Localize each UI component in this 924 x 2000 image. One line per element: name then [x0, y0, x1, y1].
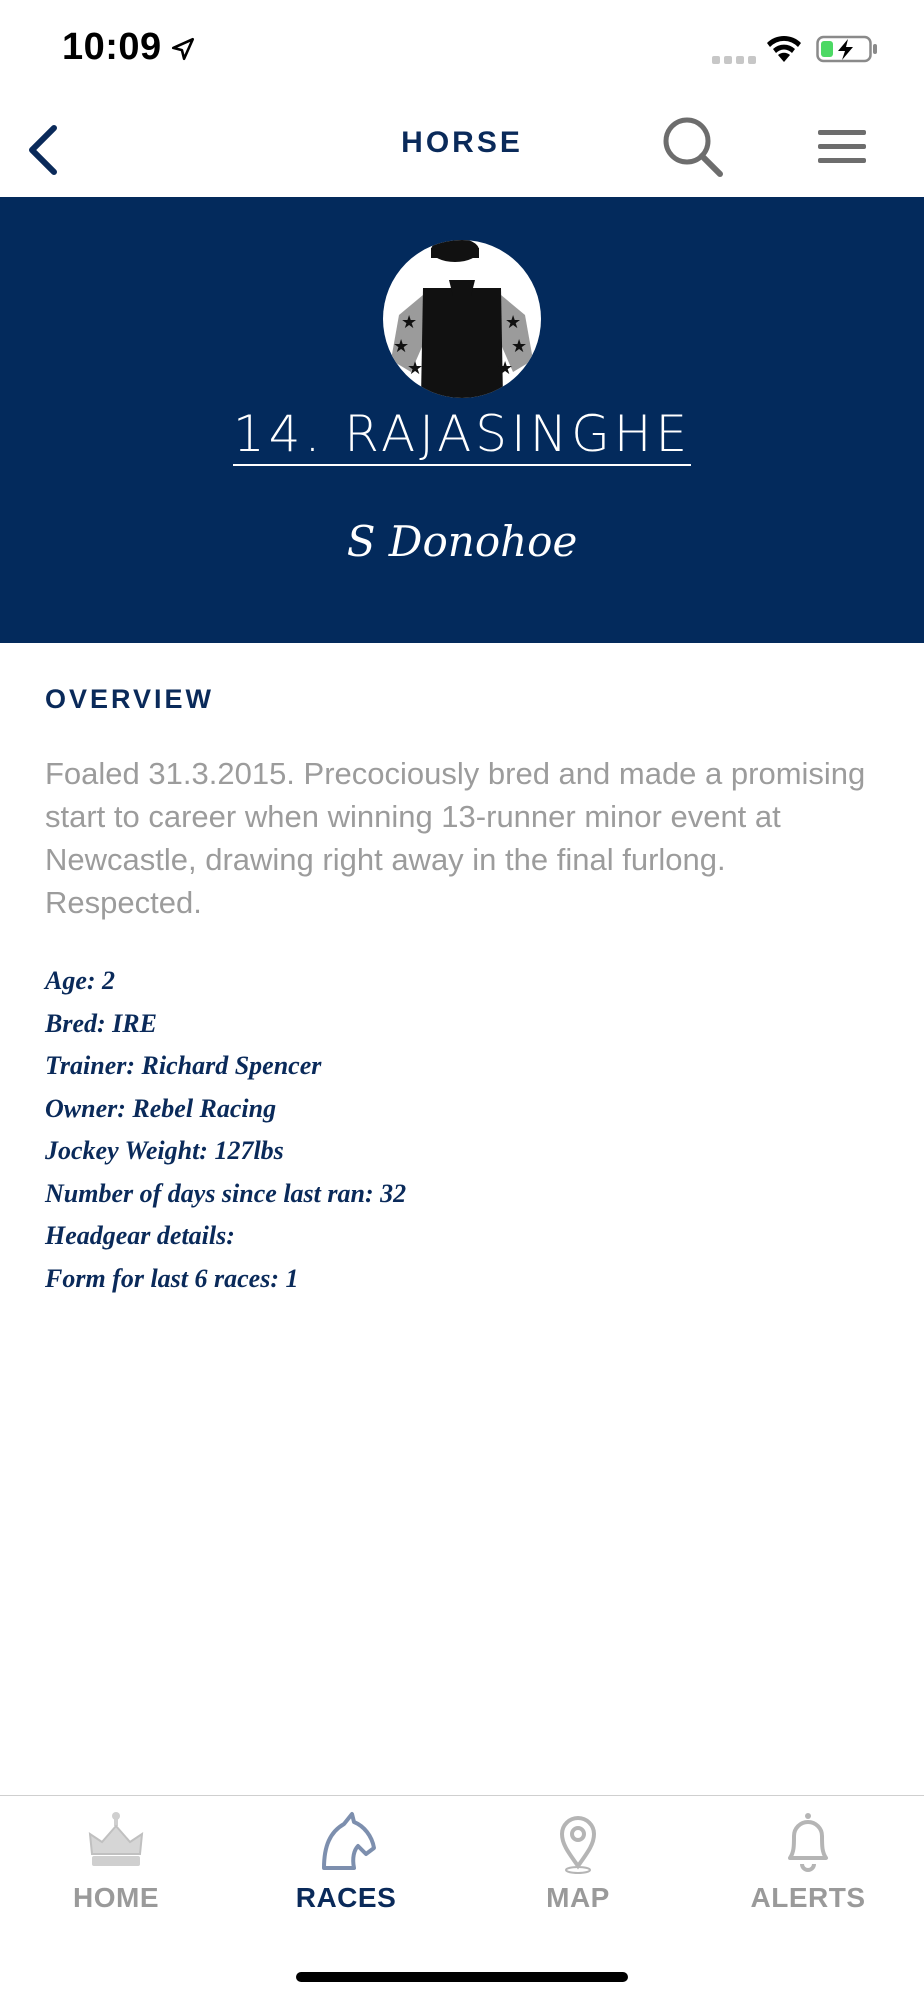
detail-bred: Bred: IRE	[45, 1008, 157, 1038]
bell-icon	[776, 1810, 840, 1874]
detail-headgear: Headgear details:	[45, 1221, 235, 1250]
location-arrow-icon	[170, 36, 196, 62]
horse-name-link[interactable]: 14. RAJASINGHE	[233, 407, 691, 466]
detail-owner: Owner: Rebel Racing	[45, 1093, 277, 1123]
tab-home[interactable]	[36, 1810, 196, 1940]
tab-bar	[0, 1795, 924, 2000]
svg-text:★: ★	[511, 336, 528, 357]
horse-name	[0, 407, 924, 466]
status-bar	[0, 0, 924, 100]
detail-age: Age: 2	[45, 966, 116, 995]
svg-text:★: ★	[393, 336, 410, 357]
map-pin-icon	[546, 1810, 610, 1874]
overview-heading: OVERVIEW	[45, 684, 215, 714]
tab-races[interactable]	[266, 1810, 426, 1940]
tab-alerts-label: ALERTS	[750, 1882, 866, 1913]
wifi-icon	[764, 34, 804, 64]
horse-head-icon	[314, 1810, 378, 1874]
detail-jockey-weight: Jockey Weight: 127lbs	[45, 1136, 284, 1165]
svg-text:★: ★	[505, 312, 522, 333]
silks-icon	[383, 240, 541, 398]
svg-text:★: ★	[401, 312, 418, 333]
tab-races-label: RACES	[295, 1882, 397, 1913]
jockey-silks-image	[383, 240, 541, 398]
tab-map[interactable]	[498, 1810, 658, 1940]
jockey-name: S Donohoe	[346, 517, 578, 566]
page-title: HORSE	[401, 126, 523, 159]
nav-header	[0, 100, 924, 197]
home-indicator[interactable]	[296, 1972, 628, 1982]
tab-alerts[interactable]	[728, 1810, 888, 1940]
cellular-signal-icon	[712, 56, 756, 64]
overview-text: Foaled 31.3.2015. Precociously bred and made a promising start to career when winning 13-runner minor event at Newcastle, drawing right away in the final furlong. Respected.	[45, 756, 866, 920]
svg-text:★: ★	[497, 358, 514, 379]
crown-icon	[84, 1810, 148, 1874]
search-icon[interactable]	[660, 114, 726, 180]
tab-home-label: HOME	[73, 1882, 159, 1913]
status-time: 10:09	[62, 26, 162, 68]
tab-map-label: MAP	[546, 1882, 610, 1913]
horse-details-list	[45, 960, 885, 1300]
hamburger-menu-icon[interactable]	[816, 124, 870, 170]
horse-hero	[0, 197, 924, 643]
detail-trainer: Trainer: Richard Spencer	[45, 1051, 322, 1080]
detail-days-since-last-ran: Number of days since last ran: 32	[45, 1178, 407, 1208]
svg-text:★: ★	[407, 358, 424, 379]
battery-charging-icon	[816, 34, 878, 64]
detail-form: Form for last 6 races: 1	[45, 1263, 299, 1293]
